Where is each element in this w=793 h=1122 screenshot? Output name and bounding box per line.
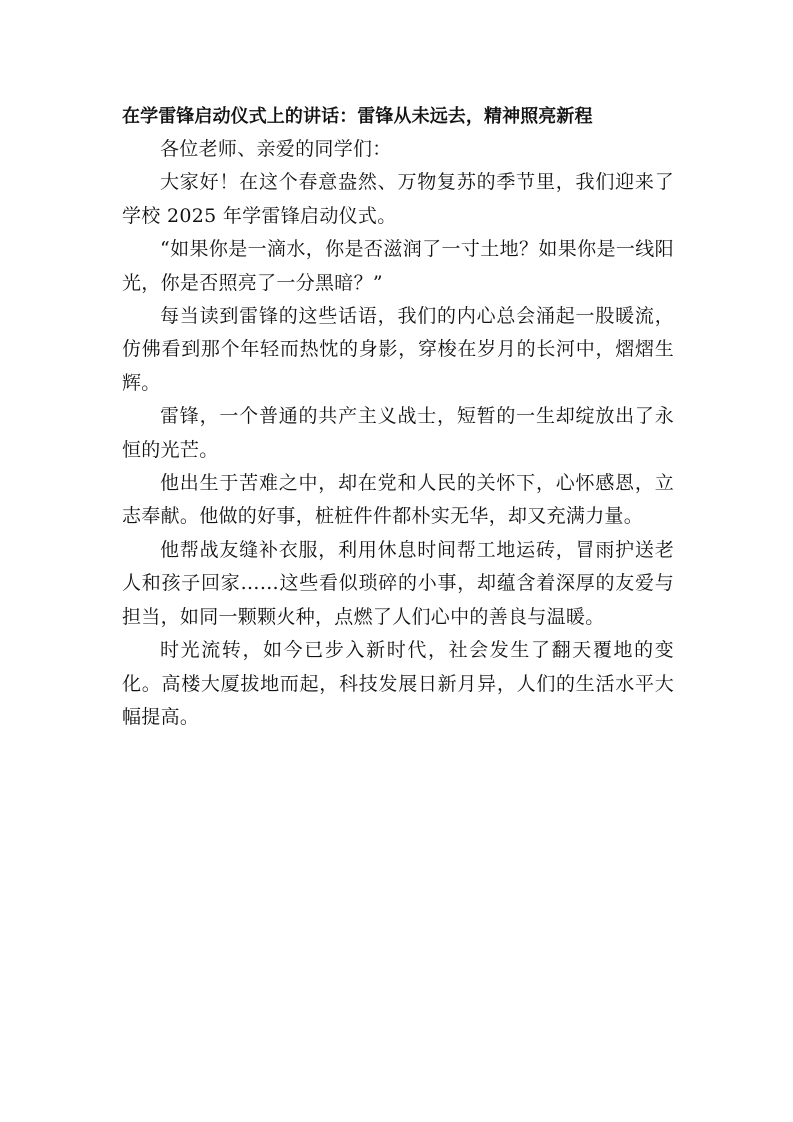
document-title: 在学雷锋启动仪式上的讲话：雷锋从未远去，精神照亮新程	[122, 106, 593, 127]
paragraph: 大家好！在这个春意盎然、万物复苏的季节里，我们迎来了学校 2025 年学雷锋启动仪式。	[122, 171, 674, 227]
paragraph: 雷锋，一个普通的共产主义战士，短暂的一生却绽放出了永恒的光芒。	[122, 405, 674, 461]
paragraph: 他出生于苦难之中，却在党和人民的关怀下，心怀感恩，立志奉献。他做的好事，桩桩件件都朴实无华，却又充满力量。	[122, 472, 674, 528]
salutation: 各位老师、亲爱的同学们：	[160, 138, 392, 160]
paragraph: 时光流转，如今已步入新时代，社会发生了翻天覆地的变化。高楼大厦拔地而起，科技发展日新月异，人们的生活水平大幅提高。	[122, 639, 674, 728]
document-body	[122, 100, 674, 734]
paragraph: 他帮战友缝补衣服，利用休息时间帮工地运砖，冒雨护送老人和孩子回家……这些看似琐碎的小事，却蕴含着深厚的友爱与担当，如同一颗颗火种，点燃了人们心中的善良与温暖。	[122, 538, 674, 628]
paragraph: 每当读到雷锋的这些话语，我们的内心总会涌起一股暖流，仿佛看到那个年轻而热忱的身影，穿梭在岁月的长河中，熠熠生辉。	[122, 305, 674, 394]
paragraph: “如果你是一滴水，你是否滋润了一寸土地？如果你是一线阳光，你是否照亮了一分黑暗？”	[122, 238, 674, 294]
